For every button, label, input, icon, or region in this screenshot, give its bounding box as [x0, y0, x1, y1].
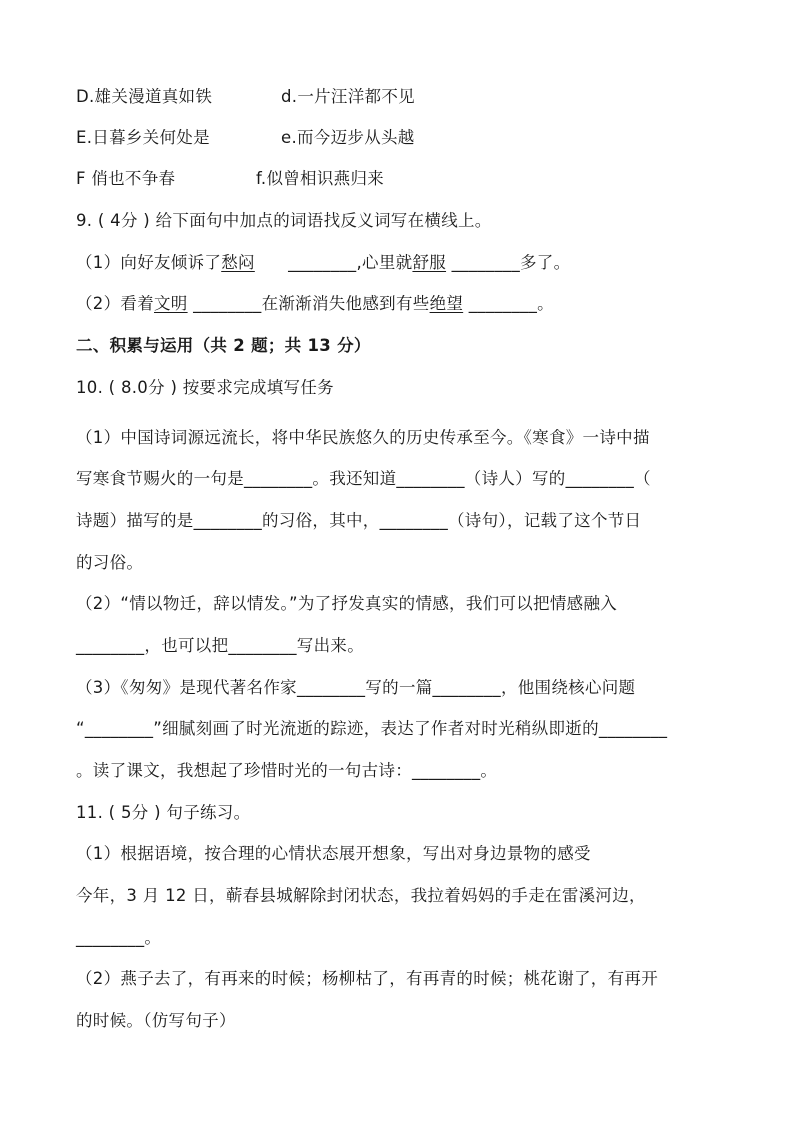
option-left: E.日暮乡关何处是 [76, 128, 210, 147]
dotted-word: 绝望 [429, 294, 464, 313]
item-text: 在渐渐消失他感到有些 [261, 294, 430, 313]
option-left: F 俏也不争春 [76, 169, 176, 188]
section-heading: 二、积累与运用（共 2 题；共 13 分） [76, 336, 371, 355]
option-row [76, 85, 415, 109]
option-row [76, 167, 384, 191]
question-9-item-2 [76, 292, 554, 316]
item-prefix: （1）向好友倾诉了 [76, 253, 222, 272]
option-row [76, 126, 415, 150]
dotted-word: 舒服 [412, 253, 447, 272]
dotted-word: 文明 [154, 294, 188, 313]
question-9-stem: 9. ( 4分 ) 给下面句中加点的词语找反义词写在横线上。 [76, 211, 492, 230]
question-10-line: 诗题）描写的是________的习俗，其中，________（诗句），记载了这个节日 [76, 511, 642, 530]
item-text: ,心里就 [356, 253, 413, 272]
dotted-word: 愁闷 [221, 253, 255, 272]
question-11-line: （2）燕子去了，有再来的时候；杨柳枯了，有再青的时候；桃花谢了，有再开 [76, 969, 658, 988]
question-10-line: （2）“情以物迁，辞以情发。”为了抒发真实的情感，我们可以把情感融入 [76, 594, 618, 613]
question-11-stem: 11. ( 5分 ) 句子练习。 [76, 803, 251, 822]
question-10-line: ________，也可以把________写出来。 [76, 636, 364, 655]
answer-blank[interactable]: ________ [446, 253, 520, 272]
question-9-item-1 [76, 251, 570, 275]
question-10-line: （3）《匆匆》是现代著名作家________写的一篇________，他围绕核心问题 [76, 678, 636, 697]
option-right: d.一片汪洋都不见 [281, 87, 415, 106]
question-10-line: （1）中国诗词源远流长，将中华民族悠久的历史传承至今。《寒食》一诗中描 [76, 428, 650, 447]
answer-blank[interactable]: ________ [254, 253, 357, 272]
question-11-line: ________。 [76, 928, 162, 947]
answer-blank[interactable]: ________ [463, 294, 538, 313]
option-right: f.似曾相识燕归来 [256, 169, 385, 188]
question-10-line: 写寒食节赐火的一句是________。我还知道________（诗人）写的________（ [76, 469, 651, 488]
question-11-line: 的时候。（仿写句子） [76, 1011, 236, 1030]
answer-blank[interactable]: ________ [187, 294, 262, 313]
question-10-line: “________”细腻刻画了时光流逝的踪迹，表达了作者对时光稍纵即逝的________ [76, 719, 668, 738]
question-10-stem: 10. ( 8.0分 ) 按要求完成填写任务 [76, 378, 334, 397]
option-right: e.而今迈步从头越 [281, 128, 415, 147]
item-prefix: （2）看着 [76, 294, 154, 313]
question-11-line: （1）根据语境，按合理的心情状态展开想象，写出对身边景物的感受 [76, 844, 591, 863]
item-suffix: 多了。 [520, 253, 571, 272]
question-11-line: 今年，3 月 12 日，蕲春县城解除封闭状态，我拉着妈妈的手走在雷溪河边， [76, 886, 646, 905]
item-suffix: 。 [537, 294, 554, 313]
question-10-line: 的习俗。 [76, 553, 144, 572]
question-10-line: 。读了课文，我想起了珍惜时光的一句古诗：________。 [76, 761, 498, 780]
option-left: D.雄关漫道真如铁 [76, 87, 213, 106]
